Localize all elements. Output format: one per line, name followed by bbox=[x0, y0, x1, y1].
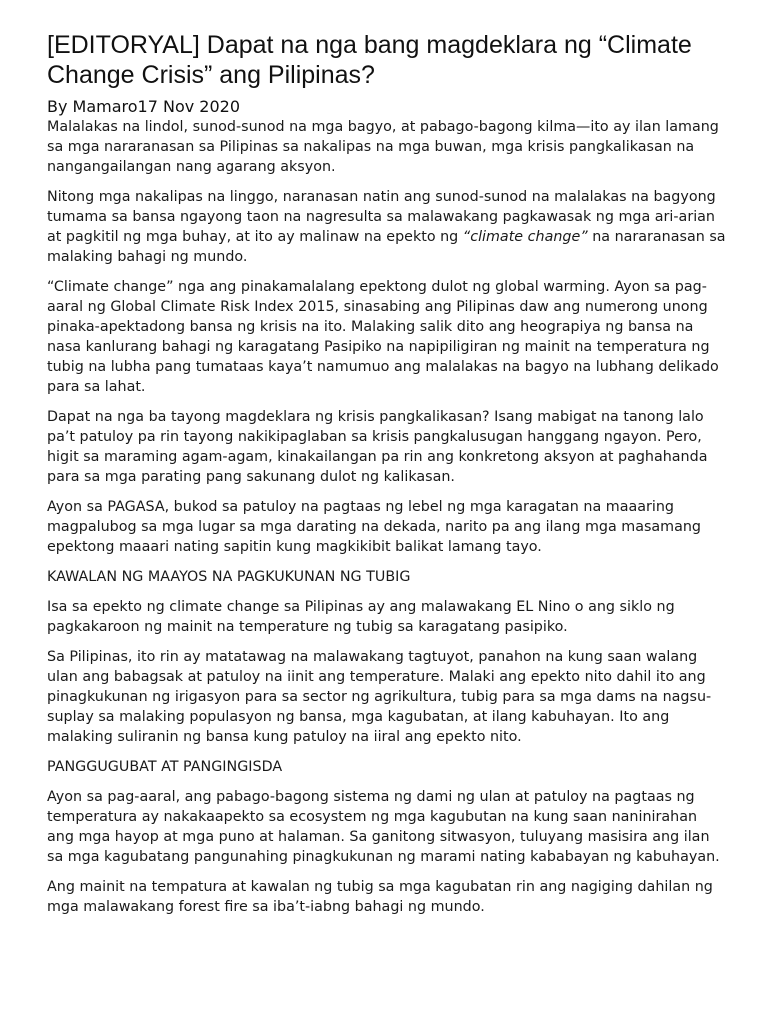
paragraph-text: na nararanasan sa malaking bahagi ng mundo. bbox=[47, 229, 726, 265]
paragraph bbox=[47, 187, 727, 267]
article bbox=[47, 30, 727, 927]
section-heading: PANGGUGUBAT AT PANGINGISDA bbox=[47, 759, 283, 775]
article-body bbox=[47, 117, 727, 917]
paragraph: Ayon sa pag-aaral, ang pabago-bagong sistema ng dami ng ulan at patuloy na pagtaas ng temperatura ay nakakaapekto sa ecosystem ng mga kagubutan na kung saan naninirahan ang mga hayop at mga puno at halaman. Sa ganitong sitwasyon, tuluyang masisira ang ilan sa mga kagubatang pangunahing pinagkukunan ng marami nating kababayan ng kabuhayan. bbox=[47, 789, 720, 865]
section-heading: KAWALAN NG MAAYOS NA PAGKUKUNAN NG TUBIG bbox=[47, 569, 411, 585]
paragraph: Isa sa epekto ng climate change sa Pilipinas ay ang malawakang EL Nino o ang siklo ng pagkakaroon ng mainit na temperature ng tubig sa karagatang pasipiko. bbox=[47, 599, 675, 635]
paragraph: “Climate change” nga ang pinakamalalang epektong dulot ng global warming. Ayon sa pag-aaral ng Global Climate Risk Index 2015, sinasabing ang Pilipinas daw ang numerong unong pinaka-apektadong bansa ng krisis na ito. Malaking salik dito ang heograpiya ng bansa na nasa kanlurang bahagi ng karagatang Pasipiko na napipiligiran ng mainit na temperatura ng tubig na lubha pang tumataas kaya’t namumuo ang malalakas na bagyo na lubhang delikado para sa lahat. bbox=[47, 279, 719, 395]
paragraph-text: Nitong mga nakalipas na linggo, naranasan natin ang sunod-sunod na malalakas na bagyong tumama sa bansa ngayong taon na nagresulta sa malawakang pagkawasak ng mga ari-arian at pagkitil ng mga buhay, at ito ay malinaw na epekto ng bbox=[47, 189, 716, 245]
article-byline: By Mamaro17 Nov 2020 bbox=[47, 97, 241, 116]
paragraph: Sa Pilipinas, ito rin ay matatawag na malawakang tagtuyot, panahon na kung saan walang ulan ang babagsak at patuloy na iinit ang temperature. Malaki ang epekto nito dahil ito ang pinagkukunan ng irigasyon para sa sector ng agrikultura, tubig para sa mga dams na nagsu-suplay sa malaking populasyon ng bansa, mga kagubatan, at ilang kabuhayan. Ito ang malaking suliranin ng bansa kung patuloy na iiral ang epekto nito. bbox=[47, 649, 712, 745]
paragraph: Dapat na nga ba tayong magdeklara ng krisis pangkalikasan? Isang mabigat na tanong lalo pa’t patuloy pa rin tayong nakikipaglaban sa krisis pangkalusugan hanggang ngayon. Pero, higit sa maraming agam-agam, kinakailangan pa rin ang konkretong aksyon at paghahanda para sa mga parating pang sakunang dulot ng kalikasan. bbox=[47, 409, 708, 485]
emphasis-text: “climate change” bbox=[462, 229, 588, 245]
paragraph: Malalakas na lindol, sunod-sunod na mga bagyo, at pabago-bagong kilma—ito ay ilan lamang sa mga nararanasan sa Pilipinas sa nakalipas na mga buwan, mga krisis pangkalikasan na nangangailangan nang agarang aksyon. bbox=[47, 119, 719, 175]
article-title: [EDITORYAL] Dapat na nga bang magdeklara ng “Climate Change Crisis” ang Pilipinas? bbox=[47, 31, 692, 89]
paragraph: Ayon sa PAGASA, bukod sa patuloy na pagtaas ng lebel ng mga karagatan na maaaring magpalubog sa mga lugar sa mga darating na dekada, narito pa ang ilang mga masamang epektong maaari nating sapitin kung magkikibit balikat lamang tayo. bbox=[47, 499, 701, 555]
paragraph: Ang mainit na tempatura at kawalan ng tubig sa mga kagubatan rin ang nagiging dahilan ng mga malawakang forest fire sa iba’t-iabng bahagi ng mundo. bbox=[47, 879, 713, 915]
